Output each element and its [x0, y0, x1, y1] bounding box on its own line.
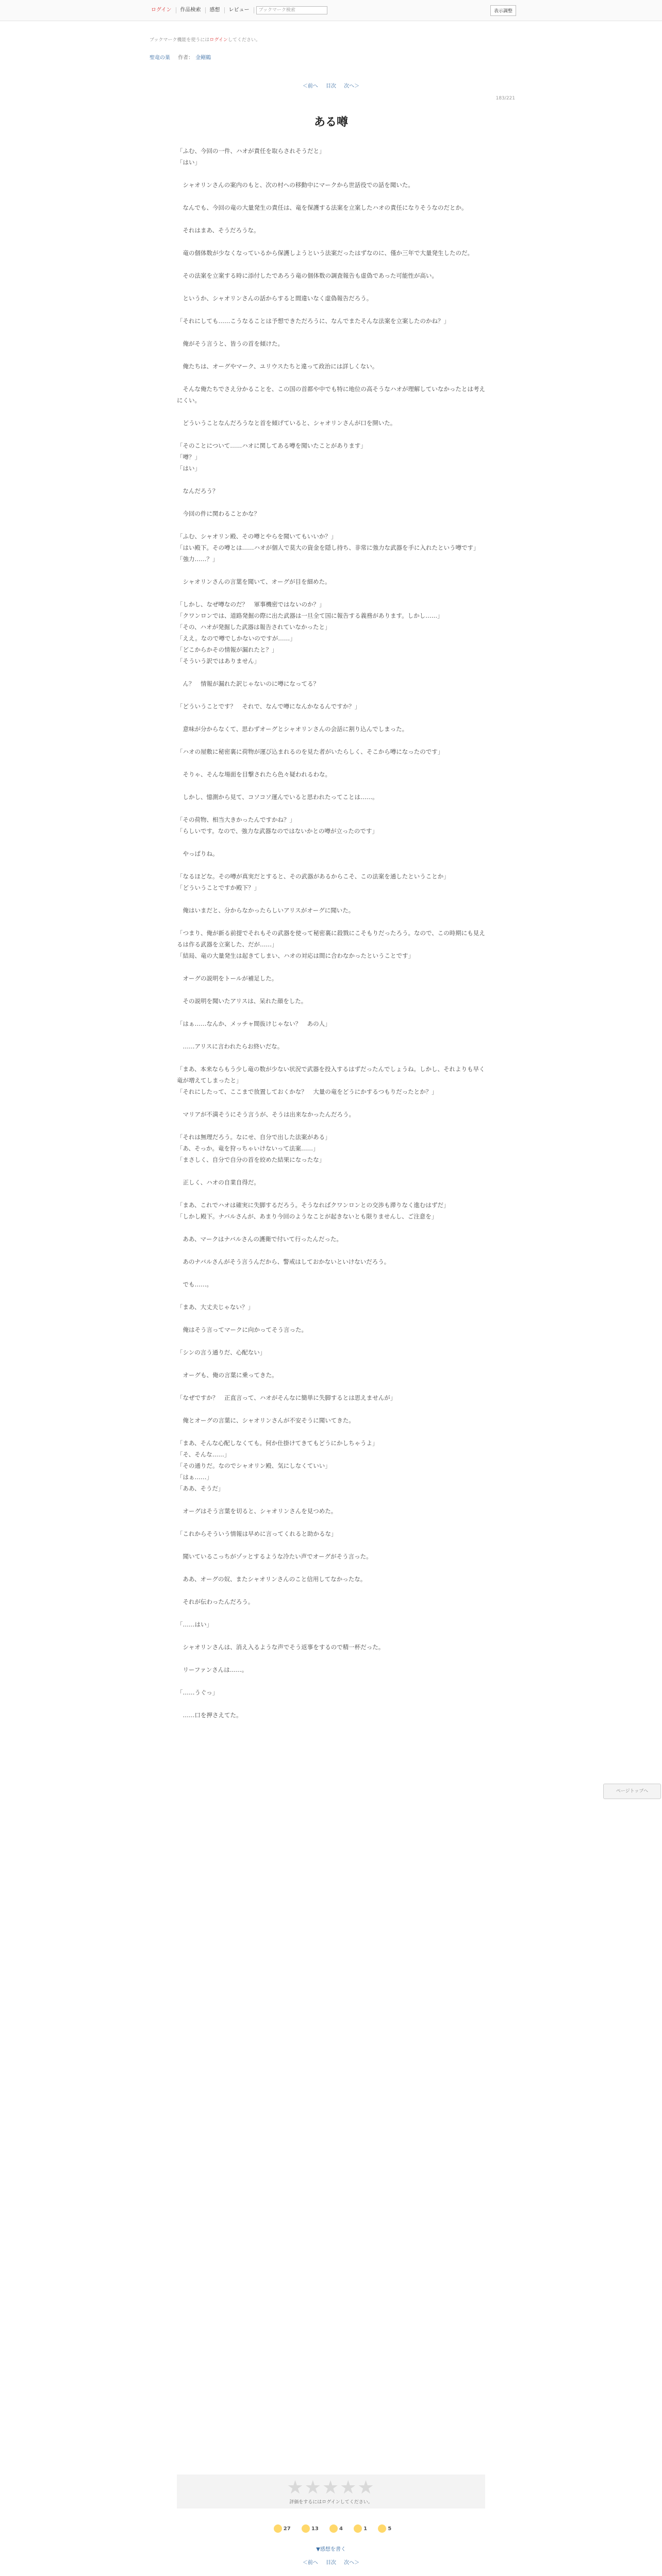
- page-top-button[interactable]: ページトップへ: [603, 1784, 661, 1799]
- prev-link[interactable]: ＜前へ: [302, 2560, 318, 2566]
- novel-paragraph: 正しく、ハオの自業自得だ。: [177, 1179, 260, 1186]
- write-review-link[interactable]: ▼感想を書く: [316, 2547, 346, 2552]
- reaction[interactable]: 4: [326, 2524, 343, 2533]
- novel-paragraph: あのナバルさんがそう言うんだから、警戒はしておかないといけないだろう。: [177, 1258, 390, 1265]
- author-link[interactable]: 金剛鶴: [195, 55, 211, 61]
- novel-paragraph: ……アリスに言われたらお終いだな。: [177, 1043, 284, 1050]
- novel-paragraph: 「まあ、本来ならもう少し竜の数が少ない状況で武器を投入するはずだったんでしょうね。しかし、それよりも早く竜が増えてしまったと」 「それにしたって、ここまで放置しておくかな？ 大量の竜をどうにかするつもりだったとか？」: [177, 1065, 485, 1095]
- rating-box: [177, 2475, 485, 2509]
- reactions: [0, 2524, 662, 2533]
- rating-note: 評価をするにはログインしてください。: [289, 2500, 373, 2505]
- chapter-title: ある噂: [313, 116, 348, 129]
- novel-paragraph: 「まあ、そんな心配しなくても。何か仕掛けてきてもどうにかしちゃうよ」 「そ、そんな……」 「その通りだ。なのでシャオリン殿、気にしなくていい」 「はぁ……」 「ああ、そうだ」: [177, 1439, 378, 1492]
- novel-paragraph: シャオリンさんの言葉を聞いて、オーグが目を細めた。: [177, 578, 331, 585]
- novel-paragraph: 「シンの言う通りだ、心配ない」: [177, 1349, 266, 1356]
- novel-paragraph: 聞いているこっちがゾッとするような冷たい声でオーグがそう言った。: [177, 1553, 372, 1560]
- reaction-icon: [329, 2524, 338, 2533]
- menu-item-review[interactable]: レビュー: [225, 7, 254, 13]
- novel-paragraph: 「……うぐっ」: [177, 1689, 219, 1696]
- reaction-icon: [302, 2524, 310, 2533]
- pager-bottom: [0, 2558, 662, 2566]
- novel-paragraph: シャオリンさんは、消え入るような声でそう返事をするので精一杯だった。: [177, 1643, 385, 1651]
- novel-paragraph: 「これからそういう情報は早めに言ってくれると助かるな」: [177, 1530, 337, 1537]
- novel-paragraph: 「つまり、俺が新る前提でそれもその武器を使って秘密裏に殺戮にこそもりだったろう。なので、この時期にも見えるは作る武器を立案した、だが……」 「結局、竜の大量発生は起きてしまい、ハオの対応は間に合わなかったということです」: [177, 929, 485, 959]
- menu-item-impressions[interactable]: 感想: [206, 7, 225, 13]
- novel-paragraph: 俺たちは、オーグやマーク、ユリウスたちと違って政治には詳しくない。: [177, 363, 378, 370]
- novel-paragraph: 「……はい」: [177, 1621, 212, 1628]
- novel-paragraph: オーグはそう言葉を切ると、シャオリンさんを見つめた。: [177, 1507, 337, 1515]
- novel-paragraph: 俺がそう言うと、皆うの首を傾けた。: [177, 340, 284, 347]
- novel-paragraph: なんだろう？: [177, 487, 219, 495]
- toc-link[interactable]: 目次: [326, 83, 336, 89]
- novel-meta: [150, 53, 217, 61]
- novel-paragraph: それはまあ、そうだろうな。: [177, 227, 260, 234]
- novel-paragraph: やっぱりね。: [177, 850, 219, 857]
- next-link[interactable]: 次へ＞: [344, 2560, 360, 2566]
- novel-paragraph: ああ、マークはナバルさんの護衛で付いて行ったんだった。: [177, 1235, 342, 1243]
- display-settings-button[interactable]: 表示調整: [490, 5, 516, 16]
- top-header: [0, 0, 662, 21]
- toc-link[interactable]: 目次: [326, 2560, 336, 2566]
- novel-paragraph: 俺とオーグの言葉に、シャオリンさんが不安そうに聞いてきた。: [177, 1417, 355, 1424]
- novel-paragraph: 「まあ、大丈夫じゃない？」: [177, 1303, 254, 1311]
- novel-paragraph: 意味が分からなくて、思わずオーグとシャオリンさんの会話に割り込んでしまった。: [177, 725, 408, 733]
- novel-paragraph: それが伝わったんだろう。: [177, 1598, 254, 1605]
- novel-paragraph: 「なぜですか？ 正直言って、ハオがそんなに簡単に失脚するとは思えませんが」: [177, 1394, 396, 1401]
- rating-stars[interactable]: ★★★★★: [287, 2477, 375, 2498]
- bookmark-login-note: ブックマーク機能を使うにはログインしてください。: [150, 38, 260, 43]
- novel-paragraph: ああ、オーグの奴、またシャオリンさんのこと信用してなかったな。: [177, 1575, 367, 1583]
- pager-top: [0, 81, 662, 89]
- novel-paragraph: 今回の件に関わることかな？: [177, 510, 260, 517]
- novel-paragraph: 「はぁ……なんか、メッチャ間抜けじゃない？ あの人」: [177, 1020, 331, 1027]
- novel-body: [177, 145, 486, 1732]
- novel-paragraph: 「ふむ、シャオリン殿、その噂とやらを聞いてもいいか？」 「はい殿下。その噂とは……ハオが個人で莫大の資金を隠し持ち、非常に強力な武器を手に入れたという噂です」 「強力……？」: [177, 533, 479, 563]
- login-link-inline[interactable]: ログイン: [209, 38, 228, 43]
- novel-paragraph: オーグの説明をトールが補足した。: [177, 975, 278, 982]
- novel-paragraph: 「しかし、なぜ噂なのだ？ 軍事機密ではないのか？」 「クワンロンでは、道路発掘の際に出た武器は一旦全て国に報告する義務があります。しかし……」 「その、ハオが発掘した武器は報告されていなかったと」 「ええ。なので噂でしかないのですが……」 「どこからかその情報が漏れたと？」 「そういう訳ではありません」: [177, 601, 443, 665]
- bookmark-search-input[interactable]: ブックマーク検索: [256, 6, 327, 14]
- novel-paragraph: 「なるほどな。その噂が真実だとすると、その武器があるからこそ、この法案を通したということか」 「どういうことですか殿下？」: [177, 873, 450, 891]
- novel-paragraph: マリアが不満そうにそう言うが、そうは出来なかったんだろう。: [177, 1111, 355, 1118]
- novel-paragraph: というか、シャオリンさんの話からすると間違いなく虚偽報告だろう。: [177, 295, 373, 302]
- reaction[interactable]: 1: [351, 2524, 367, 2533]
- novel-paragraph: でも……。: [177, 1281, 212, 1288]
- novel-paragraph: ……口を押さえてた。: [177, 1711, 242, 1719]
- novel-paragraph: オーグも、俺の言葉に乗ってきた。: [177, 1371, 278, 1379]
- reaction-icon: [354, 2524, 362, 2533]
- novel-paragraph: そりゃ、そんな場面を目撃されたら色々疑われるわな。: [177, 771, 331, 778]
- novel-paragraph: 「それは無理だろう。なにせ、自分で出した法案がある」 「あ、そっか。竜を狩っちゃいけないって法案……」 「まさしく、自分で自分の首を絞めた結果になったな」: [177, 1133, 331, 1163]
- novel-paragraph: その法案を立案する時に添付したであろう竜の個体数の調査報告も虚偽であった可能性が高い。: [177, 272, 438, 279]
- reaction[interactable]: 13: [299, 2524, 319, 2533]
- novel-paragraph: しかし、憶測から見て、コソコソ運んでいると思われたってことは……。: [177, 793, 378, 801]
- author-label: 作者：: [178, 55, 194, 61]
- novel-paragraph: 「ハオの屋敷に秘密裏に荷物が運び込まれるのを見た者がいたらしく、そこから噂になったのです」: [177, 748, 444, 755]
- novel-paragraph: その説明を聞いたアリスは、呆れた顔をした。: [177, 997, 307, 1005]
- novel-paragraph: なんでも、今回の竜の大量発生の責任は、竜を保護する法案を立案したハオの責任になりそうなのだとか。: [177, 204, 468, 211]
- novel-paragraph: そんな俺たちでさえ分かることを、この国の首都や中でも特に地位の高そうなハオが理解していなかったとは考えにくい。: [177, 385, 485, 404]
- novel-paragraph: 「まあ、これでハオは確実に失脚するだろう。そうなればクワンロンとの交渉も滞りなく進むはずだ」 「しかし殿下。ナバルさんが、あまり今回のようなことが起きないとも限りませんし、ご注意を」: [177, 1201, 450, 1220]
- novel-paragraph: 「その荷物、相当大きかったんですかね？」 「らしいです。なので、強力な武器なのではないかとの噂が立ったのです」: [177, 816, 378, 835]
- reaction-icon: [378, 2524, 386, 2533]
- novel-paragraph: 「それにしても……こうなることは予想できただろうに、なんでまたそんな法案を立案したのかね？」: [177, 317, 450, 325]
- reaction[interactable]: 5: [375, 2524, 391, 2533]
- novel-paragraph: 俺はそう言ってマークに向かってそう言った。: [177, 1326, 307, 1333]
- novel-paragraph: シャオリンさんの案内のもと、次の村への移動中にマークから世話役での話を聞いた。: [177, 181, 414, 189]
- prev-link[interactable]: ＜前へ: [302, 83, 318, 89]
- page-number: 183/221: [495, 96, 515, 101]
- novel-paragraph: ん？ 情報が漏れた訳じゃないのに噂になってる？: [177, 680, 319, 687]
- next-link[interactable]: 次へ＞: [344, 83, 360, 89]
- series-link[interactable]: 聖竜の巣: [150, 55, 170, 61]
- login-link[interactable]: ログイン: [147, 7, 176, 13]
- novel-paragraph: 「そのことについて……ハオに関してある噂を聞いたことがあります」 「噂？」 「はい」: [177, 442, 367, 472]
- reaction-icon: [274, 2524, 282, 2533]
- novel-paragraph: リーファンさんは……。: [177, 1666, 248, 1673]
- novel-paragraph: 「ふむ、今回の一件、ハオが責任を取らされそうだと」 「はい」: [177, 147, 325, 166]
- reaction[interactable]: 27: [271, 2524, 291, 2533]
- novel-paragraph: 俺はいまだと、分からなかったらしいアリスがオーグに聞いた。: [177, 907, 355, 914]
- top-menu: [147, 6, 327, 14]
- novel-paragraph: 竜の個体数が少なくなっているから保護しようという法案だったはずなのに、僅か三年で大量発生したのだ。: [177, 249, 473, 257]
- novel-paragraph: 「どういうことです？ それで、なんで噂になんかなるんですか？」: [177, 703, 361, 710]
- menu-item-search[interactable]: 作品検索: [176, 7, 206, 13]
- novel-paragraph: どういうことなんだろうなと首を傾げていると、シャオリンさんが口を開いた。: [177, 419, 396, 427]
